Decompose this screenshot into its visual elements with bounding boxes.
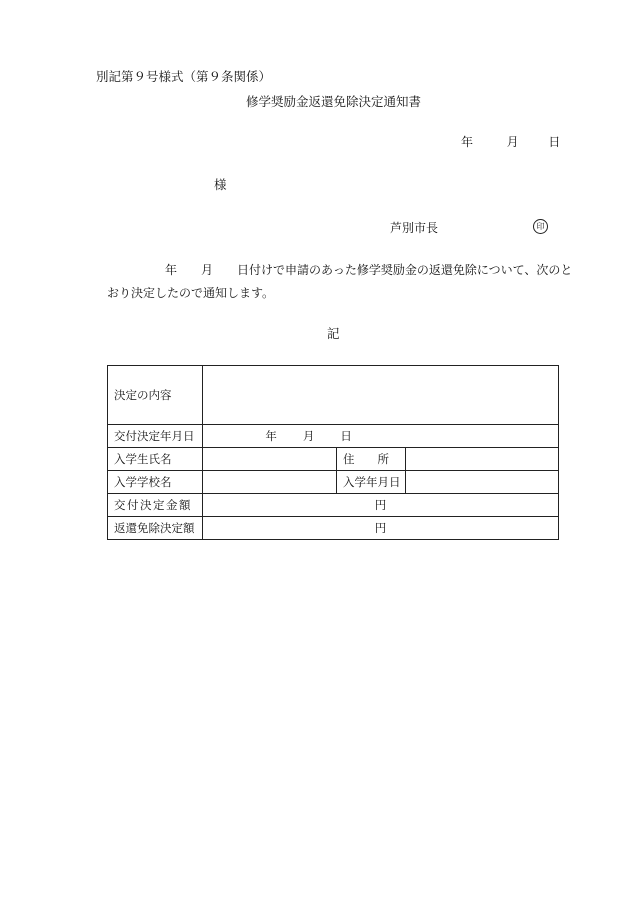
- address-value: [406, 448, 559, 471]
- table-row: [108, 494, 559, 517]
- date-month-label: 月: [506, 135, 519, 149]
- addressee-honorific: 様: [214, 177, 227, 192]
- table-row: [108, 448, 559, 471]
- content-value: [203, 366, 559, 425]
- document-title: 修学奨励金返還免除決定通知書: [246, 94, 422, 109]
- table-row: [108, 425, 559, 448]
- school-value: [203, 471, 337, 494]
- body-line-1: [165, 263, 572, 277]
- student-name-value: [203, 448, 337, 471]
- document-date: [461, 135, 560, 149]
- content-label: 決定の内容: [108, 366, 203, 425]
- table-row: [108, 366, 559, 425]
- grant-date-month: 月: [302, 429, 315, 443]
- body-year-label: 年: [165, 263, 178, 277]
- grant-amount-unit: 円: [203, 494, 559, 517]
- date-day-label: 日: [548, 135, 561, 149]
- exemption-amount-label: 返還免除決定額: [108, 517, 203, 540]
- student-name-label: 入学生氏名: [108, 448, 203, 471]
- body-month-label: 月: [201, 263, 214, 277]
- address-label: 住 所: [337, 448, 406, 471]
- issuer-name: 芦別市長: [390, 221, 439, 235]
- ki-heading: 記: [327, 326, 340, 341]
- grant-date-label: 交付決定年月日: [108, 425, 203, 448]
- grant-date-value: [203, 425, 559, 448]
- seal-mark: 印: [533, 219, 548, 234]
- entry-date-value: [406, 471, 559, 494]
- form-reference: 別記第９号様式（第９条関係）: [96, 69, 272, 84]
- body-text-1: 日付けで申請のあった修学奨励金の返還免除について、次のと: [237, 263, 573, 277]
- entry-date-label: 入学年月日: [337, 471, 406, 494]
- body-line-2: おり決定したので通知します。: [107, 286, 275, 300]
- decision-table: [107, 365, 559, 540]
- grant-date-day: 日: [340, 429, 352, 443]
- table-row: [108, 471, 559, 494]
- date-year-label: 年: [461, 135, 474, 149]
- grant-date-year: 年: [265, 429, 277, 443]
- school-label: 入学学校名: [108, 471, 203, 494]
- grant-amount-label: 交付決定金額: [108, 494, 203, 517]
- table-row: [108, 517, 559, 540]
- exemption-amount-unit: 円: [203, 517, 559, 540]
